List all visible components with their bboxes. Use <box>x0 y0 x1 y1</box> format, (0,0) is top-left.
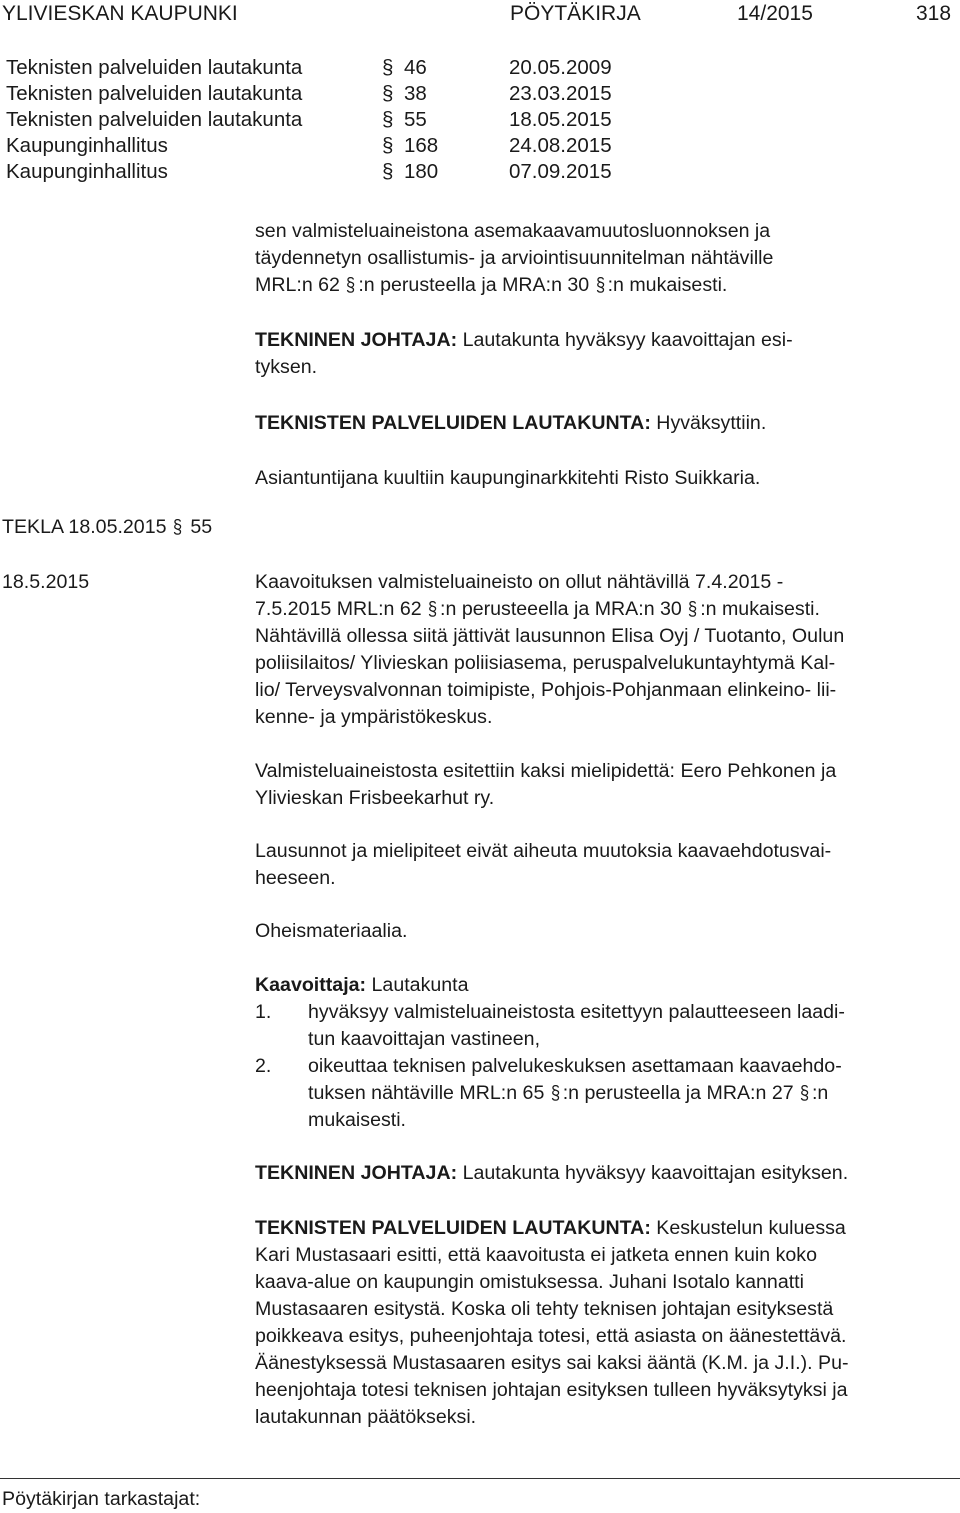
prep-line: lio/ Terveysvalvonnan toimipiste, Pohjois-Pohjanmaan elinkeino- lii- <box>255 679 837 701</box>
prep-line: poliisilaitos/ Ylivieskan poliisiasema, peruspalvelukuntayhtymä Kal- <box>255 652 836 674</box>
document-type: PÖYTÄKIRJA <box>510 2 641 25</box>
technical-director-label: TEKNINEN JOHTAJA: <box>255 1162 458 1184</box>
prep-line: Nähtävillä ollessa siitä jättivät lausunnon Elisa Oyj / Tuotanto, Oulun <box>255 625 845 647</box>
board-decision-line: heenjohtaja totesi teknisen johtajan esityksen tulleen hyväksytyksi ja <box>255 1379 848 1401</box>
history-date: 23.03.2015 <box>509 82 612 105</box>
opinions-line: Ylivieskan Frisbeekarhut ry. <box>255 787 495 809</box>
section-icon: § <box>382 134 394 157</box>
minutes-checkers-label: Pöytäkirjan tarkastajat: <box>2 1488 201 1510</box>
prep-line: 7.5.2015 MRL:n 62 § :n perusteeella ja MRA:n 30 § :n mukaisesti. <box>255 596 820 623</box>
technical-director-proposal: TEKNINEN JOHTAJA: Lautakunta hyväksyy kaavoittajan esityksen. <box>255 1162 849 1184</box>
section-icon: § <box>427 598 438 620</box>
planner-proposal-heading: Kaavoittaja: Lautakunta <box>255 974 469 996</box>
board-decision-line: Mustasaaren esitystä. Koska oli tehty teknisen johtajan esityksestä <box>255 1298 834 1320</box>
history-section: 38 <box>404 82 427 105</box>
board-decision-line: kaava-alue on kaupungin omistuksessa. Juhani Isotalo kannatti <box>255 1271 804 1293</box>
technical-director-proposal: TEKNINEN JOHTAJA: Lautakunta hyväksyy kaavoittajan esi- <box>255 329 793 351</box>
section-icon: § <box>688 598 698 620</box>
opinions-line: Valmisteluaineistosta esitettiin kaksi mielipidettä: Eero Pehkonen ja <box>255 760 837 782</box>
history-date: 24.08.2015 <box>509 134 612 157</box>
section-icon: § <box>346 274 356 296</box>
history-body: Kaupunginhallitus <box>6 134 168 157</box>
tekla-heading: TEKLA 18.05.2015 § 55 <box>2 514 212 541</box>
section-icon: § <box>799 1082 810 1104</box>
board-label: TEKNISTEN PALVELUIDEN LAUTAKUNTA: <box>255 412 651 434</box>
history-body: Teknisten palveluiden lautakunta <box>6 82 303 105</box>
attachments-note: Oheismateriaalia. <box>255 920 408 942</box>
section-icon: § <box>382 108 394 131</box>
history-body: Teknisten palveluiden lautakunta <box>6 56 303 79</box>
section-icon: § <box>382 82 394 105</box>
intro-line: täydennetyn osallistumis- ja arviointisuunnitelman nähtäville <box>255 247 774 269</box>
section-icon: § <box>382 56 394 79</box>
section-icon: § <box>382 160 394 183</box>
document-number: 14/2015 <box>737 2 813 25</box>
statements-line: Lausunnot ja mielipiteet eivät aiheuta muutoksia kaavaehdotusvai- <box>255 840 832 862</box>
prep-date: 18.5.2015 <box>2 571 90 593</box>
history-date: 18.05.2015 <box>509 108 612 131</box>
history-section: 55 <box>404 108 427 131</box>
footer-divider <box>0 1478 960 1479</box>
board-decision: TEKNISTEN PALVELUIDEN LAUTAKUNTA: Hyväksyttiin. <box>255 412 767 434</box>
statements-line: heeseen. <box>255 867 336 889</box>
board-decision: TEKNISTEN PALVELUIDEN LAUTAKUNTA: Keskustelun kuluessa <box>255 1217 846 1239</box>
technical-director-label: TEKNINEN JOHTAJA: <box>255 329 458 351</box>
section-icon: § <box>595 274 605 296</box>
expert-note: Asiantuntijana kuultiin kaupunginarkkitehti Risto Suikkaria. <box>255 467 761 489</box>
intro-line: sen valmisteluaineistona asemakaavamuutosluonnoksen ja <box>255 220 771 242</box>
history-body: Teknisten palveluiden lautakunta <box>6 108 303 131</box>
board-decision-line: poikkeava esitys, puheenjohtaja totesi, että asiasta on äänestettävä. <box>255 1325 847 1347</box>
board-decision-line: lautakunnan päätökseksi. <box>255 1406 477 1428</box>
history-section: 168 <box>404 134 439 157</box>
history-body: Kaupunginhallitus <box>6 160 168 183</box>
technical-director-proposal-cont: tyksen. <box>255 356 318 378</box>
history-section: 180 <box>404 160 439 183</box>
board-decision-line: Kari Mustasaari esitti, että kaavoitusta ei jatketa ennen kuin koko <box>255 1244 817 1266</box>
history-section: 46 <box>404 56 427 79</box>
page-number: 318 <box>916 2 952 25</box>
section-icon: § <box>550 1082 560 1104</box>
section-icon: § <box>172 516 183 538</box>
history-date: 20.05.2009 <box>509 56 612 79</box>
board-label: TEKNISTEN PALVELUIDEN LAUTAKUNTA: <box>255 1217 651 1239</box>
intro-line: MRL:n 62 § :n perusteella ja MRA:n 30 § :n mukaisesti. <box>255 272 727 299</box>
history-date: 07.09.2015 <box>509 160 612 183</box>
prep-line: kenne- ja ympäristökeskus. <box>255 706 493 728</box>
planner-label: Kaavoittaja: <box>255 974 367 996</box>
board-decision-line: Äänestyksessä Mustasaaren esitys sai kaksi ääntä (K.M. ja J.I.). Pu- <box>255 1352 849 1374</box>
prep-line: Kaavoituksen valmisteluaineisto on ollut nähtävillä 7.4.2015 - <box>255 571 784 593</box>
organization-name: YLIVIESKAN KAUPUNKI <box>2 2 238 25</box>
